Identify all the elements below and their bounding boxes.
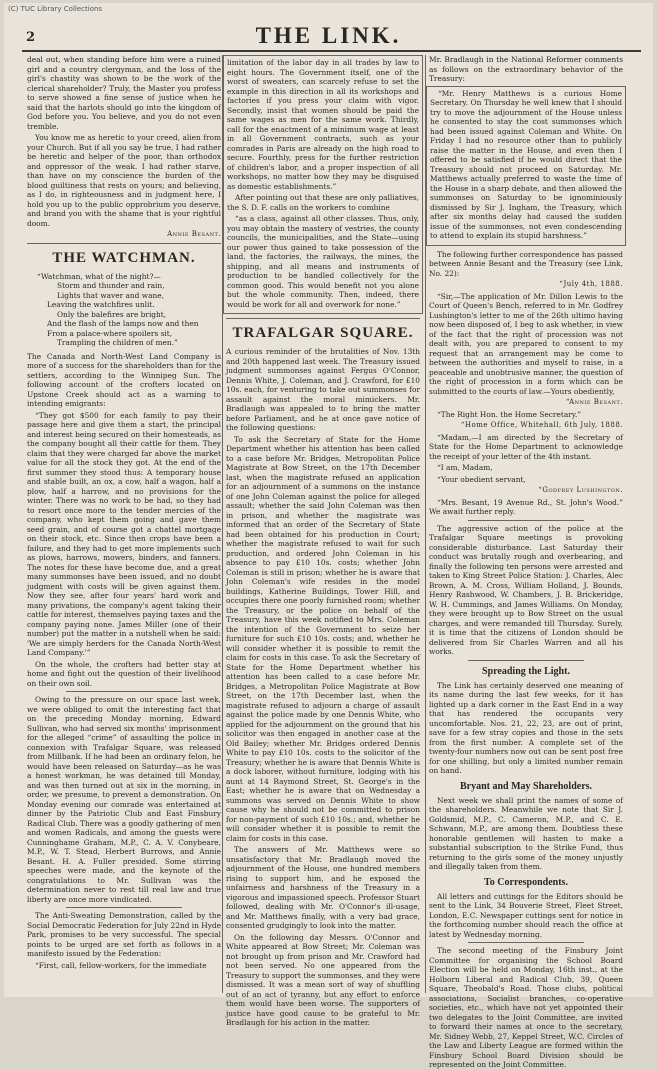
paragraph: To ask the Secretary of State for the Home Department whether his attention has been called to a case before Mr. Bridges, Metropolitan Police Magistrate at Bow Street, on the 17th December last, when the magistrate refused an application for an adjournment of a summons on the instance of one John Coleman against the police for alleged assault; whether the said John Coleman was then in prison, and whether the magistrate was informed that an order of the Secretary of State had been obtained for his production in Court; whether the magistrate refused to wait for such production, and ordered John Coleman in his absence to pay £10 10s. costs; whether John Coleman is still in prison; whether he is aware that John Coleman's wife resides in the model buildings, Katherine Buildings, Tower Hill, and occupies there one poorly furnished room; whether the Treasury, or the police on behalf of the Treasury, have this week notified to Mrs. Coleman the intention of the Government to seize her furniture for such £10 10s. costs; and, whether he will consider whether it is possible to remit the claim for costs in this case. To ask the Secretary of State for the Home Department whether his attention has been called to a case before Mr. Bridges, a Metropolitan Police Magistrate at Bow Street, on the 17th December last, when the magistrate refused to adjourn a charge of assault against the police made by one Dennis White, who applied for the adjournment on the ground that his solicitor was then engaged in another case at the Old Bailey; whether Mr. Bridges ordered Dennis White to pay £10 10s. costs to the solicitor of the Treasury; whether he is aware that Dennis White is a dock laborer, without furniture, lodging with his aunt at 14 Raymond Street, St. George's in the East; whether he is aware that on Wednesday a summons was served on Dennis White to show cause why he should not be committed to prison for non-payment of such £10 10s.; and, whether he will consider whether it is possible to remit the claim for costs in this case. <box>226 434 420 843</box>
section-title-bryant: Bryant and May Shareholders. <box>459 780 593 792</box>
boxed-text <box>223 55 423 314</box>
poem-line: Storm and thunder and rain, <box>57 281 165 290</box>
paragraph: “Your obedient servant, <box>437 474 526 484</box>
paragraph: “The Right Hon. the Home Secretary.” <box>437 409 582 419</box>
poem-line: “Watchman, what of the night?— <box>37 271 161 281</box>
copyright-notice: (C) TUC Library Collections <box>8 5 103 13</box>
divider <box>468 520 584 521</box>
divider <box>468 942 584 943</box>
poem-line: Only the balefires are bright, <box>57 309 167 319</box>
paragraph: The Link has certainly deserved one meaning of its name during the last few weeks, for it has lighted up a dark corner in the East End in a way that has rendered the occupants very uncomfortable. Nos. 21, 22, 23, are out of print, save for a few stray copies and those in the sets from the first number. A complete set of the twenty-four numbers now out can be sent post free for one shilling, but only a limited number remain on hand. <box>429 680 623 775</box>
paragraph: A curious reminder of the brutalities of Nov. 13th and 20th happened last week. The Treasury issued judgment summonses against Fergus O'Connor, Dennis White, J. Coleman, and J. Crawford, for £10 10s. each, for venturing to take out summonses for assault against the moral mimickers. Mr. Bradlaugh was appealed to to bring the matter before Parliament, and he at once gave notice of the following questions: <box>226 347 420 432</box>
section-title-correspondents: To Correspondents. <box>484 876 568 888</box>
column-1 <box>27 55 221 993</box>
column-3 <box>429 55 623 1069</box>
newspaper-page <box>4 3 653 1069</box>
paragraph: The Canada and North-West Land Company is more of a success for the shareholders than for the settlers, according to the Winnipeg Sun. The following account of the crofters located on Upstone Creek should act as a warning to intending emigrants: <box>27 351 221 408</box>
paragraph: “I am, Madam, <box>437 463 493 472</box>
paragraph: On the following day Messrs. O'Connor and White appeared at Bow Street; Mr. Coleman was not brought up from prison and Mr. Crawford had not been served. No one appeared from the Treasury to support the summonses, and they were dismissed. It was a mean sort of way of shuffling out of an act of tyranny, but any effort to enforce them would have been worse. The supporters of justice have good cause to be grateful to Mr. Bradlaugh for his action in the matter. <box>226 932 420 1027</box>
paragraph: On the whole, the crofters had better stay at home and fight out the question of their livelihood on their own soil. <box>27 659 221 688</box>
paragraph: limitation of the labor day in all trades by law to eight hours. The Government itself, one of the worst of sweaters, can scarcely refuse to set the example in this direction in all its workshops and factories if you press your claim with vigor. Secondly, insist that women should be paid the same wages as men for the same work. Thirdly, call for the enactment of a minimum wage at least in all Government contracts, such as your comrades in Paris are already on the high road to secure. Fourthly, press for the further restriction of children's labor, and a proper inspection of all workshops, no matter how they may be disguised as domestic establishments.” <box>227 58 419 191</box>
paragraph: Mr. Bradlaugh in the National Reformer comments as follows on the extraordinary behavior of the Treasury: <box>429 55 623 83</box>
signature: Annie Besant. <box>167 230 221 238</box>
paragraph: All letters and cuttings for the Editors should be sent to the Link, 34 Bouverie Street, Fleet Street, London, E.C. Newspaper cuttings sent for notice in the forthcoming number should reach the office at latest by Wednesday morning. <box>429 891 623 939</box>
letter-date: “Home Office, Whitehall, 6th July, 1888. <box>460 421 623 429</box>
paragraph: “as a class, against all other classes. Thus, only, you may obtain the mastery of vestries, the county councils, the municipalities, and the State—using our power thus gained to take possession of the land, the factories, the railways, the mines, the shipping, and all means and instruments of production to be handled collectively for the common good. This would benefit not you alone but the whole community. Then, indeed, there would be work for all and overwork for none.” <box>227 214 419 309</box>
poem-line: Leaving the watchfires unlit. <box>47 300 155 309</box>
paragraph: “Madam,—I am directed by the Secretary of State for the Home Department to acknowledge the receipt of your letter of the 4th instant. <box>429 432 623 461</box>
paragraph: “Mrs. Besant, 19 Avenue Rd., St. John's Wood.” We await further reply. <box>429 497 623 516</box>
column-2 <box>226 55 420 1027</box>
paragraph: The second meeting of the Finsbury Joint Committee for organising the School Board Election will be held on Monday, 16th inst., at the Holborn Liberal and Radical Club, 39, Queen Square, Theobald's Road. Those clubs, political associations, Socialist branches, co-operative societies, etc., which have not yet appointed their two delegates to the Joint Committee, are invited to forward their names at once to the secretary, Mr. Sidney Webb, 27, Keppel Street, W.C. Circles of the Law and Liberty League are formed within the Finsbury School Board Division should be represented on the Joint Committee. <box>429 946 623 1069</box>
paragraph: “They got $500 for each family to pay their passage here and give them a start, the principal and interest being secured on their homesteads, as the company bought all their cattle for them. They claim that they were charged far above the market value for all the stock they got. At the end of the first summer they stood thus: A temporary house and stable built, an ox, a cow, half a wagon, half a plow, half a harrow, and no provisions for the winter. There was no work to be had, so they had to resort once more to the tender mercies of the company, who kept them going and gave them seed grain, and of course got a chattel mortgage on their stock, etc. Since then crops have been a failure, and they had to get more implements such as plows, harrows, mowers, binders, and fanners. The notes for these have become due, and a great many summonses have been issued, and no doubt judgment with costs will be given against them. Now they see, after four years' hard work and many privations, the company's agent taking their cattle for interest, themselves paying taxes and the company paying none. James Miller (one of their number) put the matter in a nutshell when he said: 'We are simply herders for the Canada North-West Land Company.'” <box>27 410 221 657</box>
paragraph: “Mr. Henry Matthews is a curious Home Secretary. On Thursday he well knew that I should try to move the adjournment of the House unless he consented to stay the cost summonses which had been issued against Coleman and White. On Friday I had no resource other than to publicly raise the matter in the House, and even then I offered to be satisfied if he would direct that the Treasury should not proceed on Saturday. Mr. Matthews actually preferred to waste the time of the House in a sharp debate, and then allowed the summonses on Saturday to be ignominiously dismissed by Sir J. Ingham, the Treasury, which after six months delay had caused the sudden issue of the summonses, not even condescending to attend to explain its stupid harshness.” <box>430 88 622 240</box>
divider <box>66 907 182 908</box>
section-title-spreading: Spreading the Light. <box>482 665 570 677</box>
poem-line: Lights that waver and wane, <box>57 290 164 300</box>
paragraph: The following further correspondence has passed between Annie Besant and the Treasury (see Link, No. 22): <box>429 249 623 278</box>
paragraph: The answers of Mr. Matthews were so unsatisfactory that Mr. Bradlaugh moved the adjournment of the House, one hundred members rising to support him, and he exposed the unfairness and harshness of the Treasury in a vigorous and impassioned speech. Professor Stuart followed, dealing with Mr. O'Connor's ill-usage, and Mr. Matthews finally, with a very bad grace, consented grudgingly to look into the matter. <box>226 845 420 930</box>
article-title-trafalgar: TRAFALGAR SQUARE. <box>232 325 414 341</box>
divider <box>226 318 420 319</box>
paragraph: deal out, when standing before him were a ruined girl and a country clergyman, and the loss of the girl's chastity was shown to be the work of the clerical shareholder? Truly, the Master you profess to serve showed a fine sense of justice when he said that the harlots should go into the kingdom of God before you. You believe, and you do not even tremble. <box>27 55 221 131</box>
poem-line: From a palace-where spoilers sit, <box>47 328 173 338</box>
paragraph: “Sir,—The application of Mr. Dillon Lewis to the Court of Queen's Bench, referred to in Mr. Godfrey Lushington's letter to me of the 26th ultimo having now been disposed of, I beg to ask whether, in view of the fact that the right of procession was not dealt with, you are prepared to consent to my request that an arrangement may be come to between the authorities and myself to raise, in a peaceable and unobtrusive manner, the question of the right of procession in a form which can be submitted to the courts of law.—Yours obediently, <box>429 291 623 396</box>
paragraph: The Anti-Sweating Demonstration, called by the Social Democratic Federation for July 22nd in Hyde Park, promises to be very successful. The special points to be urged are set forth as follows in a manifesto issued by the Federation: <box>27 911 221 958</box>
letter-date: “July 4th, 1888. <box>559 280 623 288</box>
poem <box>37 272 221 348</box>
paragraph: Next week we shall print the names of some of the shareholders. Meanwhile we note that Sir J. Goldsmid, M.P., C. Cameron, M.P., and C. E. Schwann, M.P., are among them. Doubtless these honorable gentlemen will hasten to make a substantial subscription to the Strike Fund, thus returning to the girls some of the money unjustly and illegally taken from them. <box>429 795 623 871</box>
divider <box>66 691 182 692</box>
poem-line: And the flash of the lamps now and then <box>47 319 199 328</box>
paragraph: Owing to the pressure on our space last week, we were obliged to omit the interesting fact that on the preceding Monday morning, Edward Sullivan, who had served six months' imprisonment for the alleged “crime” of assaulting the police in connexion with Trafalgar Square, was released from Millbank. If he had been an ordinary felon, he would have been released on Saturday—as he was a honest workman, he was detained till Monday, and was then turned out at six in the morning, in order, we presume, to prevent a demonstration. On Monday evening our comrade was entertained at dinner by the Patriotic Club and East Finsbury Radical Club. There was a goodly gathering of men and women Radicals, and among the guests were Cunninghame Graham, M.P., C. A. V. Conybeare, M.P., W. T. Stead, Herbert Burrows, and Annie Besant. H. A. Fuller presided. Some stirring speeches were made, and the keynote of the congratulations to Mr. Sullivan was the determination never to rest till real law and true liberty are once more vindicated. <box>27 695 221 904</box>
paragraph: After pointing out that these are only palliatives, the S. D. F. calls on the workers to combine <box>227 193 419 212</box>
paragraph: “First, call, fellow-workers, for the immediate <box>35 960 207 970</box>
signature: “Annie Besant. <box>565 398 623 406</box>
signature: “Godfrey Lushington. <box>538 486 623 494</box>
divider <box>468 660 584 661</box>
paragraph: The aggressive action of the police at the Trafalgar Square meetings is provoking considerable disturbance. Last Saturday their conduct was brutally rough and overbearing, and finally the following ten persons were arrested and taken to King Street Police Station: J. Charles, Alec Brown, A. M. Cross, William Holland, J. Bounds, Henry Rashwood, W. Chambers, J. B. Brickeridge, W. H. Cummings, and James Williams. On Monday, they were brought up to Bow Street on the usual charges, and were remanded till Thursday. Surely, it is time that the citizens of London should be delivered from Sir Charles Warren and all his works. <box>429 523 623 656</box>
poem-line: Trampling the children of men.” <box>57 338 178 347</box>
divider <box>27 243 221 244</box>
boxed-text <box>426 86 626 246</box>
masthead: THE LINK. <box>255 23 402 48</box>
paragraph: You know me as heretic to your creed, alien from your Church. But if all you say be true, I had rather be heretic and helper of the poor, than orthodox and oppressor of the weak. I had rather starve, than have on my conscience the burden of the blood guiltiness that rests on yours; and believing, as I do, in righteousness and in judgment here, I hold you up to the public opprobrium you deserve, and brand you with the shame that is your rightful doom. <box>27 133 221 228</box>
article-title-watchman: THE WATCHMAN. <box>52 249 196 266</box>
page-number: 2 <box>26 30 36 45</box>
masthead-rule <box>22 50 641 52</box>
